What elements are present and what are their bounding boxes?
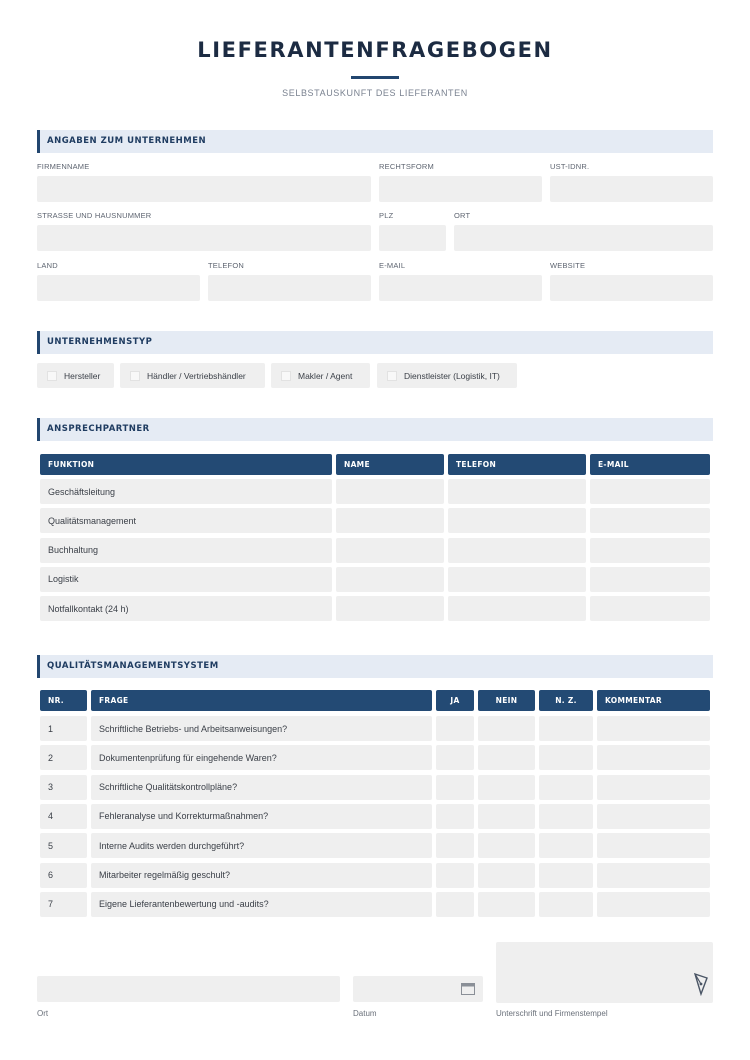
plz-field[interactable] <box>379 225 446 251</box>
option-hersteller[interactable] <box>37 363 114 388</box>
option-makler[interactable] <box>271 363 370 388</box>
footer-datum-label: Datum <box>353 1009 377 1018</box>
col-nr: NR. <box>40 690 87 711</box>
col-frage: FRAGE <box>91 690 432 711</box>
qms-nz-field[interactable] <box>539 833 593 858</box>
qms-nz-field[interactable] <box>539 892 593 917</box>
section-qms-header <box>37 655 713 678</box>
qms-nz-field[interactable] <box>539 775 593 800</box>
section-company-title: ANGABEN ZUM UNTERNEHMEN <box>47 136 207 146</box>
col-nein: NEIN <box>478 690 535 711</box>
contact-email-field[interactable] <box>590 508 710 533</box>
qms-nein-field[interactable] <box>478 716 535 741</box>
firmenname-field[interactable] <box>37 176 371 202</box>
qms-ja-field[interactable] <box>436 833 474 858</box>
contact-row-funktion: Logistik <box>40 567 332 592</box>
ort-field[interactable] <box>454 225 713 251</box>
qms-row-frage: Interne Audits werden durchgeführt? <box>91 833 432 858</box>
label-email: E-MAIL <box>379 261 406 270</box>
qms-kommentar-field[interactable] <box>597 833 710 858</box>
label-ort: ORT <box>454 211 471 220</box>
title-divider <box>351 76 399 79</box>
strasse-field[interactable] <box>37 225 371 251</box>
section-contacts-header <box>37 418 713 441</box>
qms-row-frage: Schriftliche Qualitätskontrollpläne? <box>91 775 432 800</box>
qms-row-nr: 2 <box>40 745 87 770</box>
qms-ja-field[interactable] <box>436 775 474 800</box>
section-qms-title: QUALITÄTSMANAGEMENTSYSTEM <box>47 661 219 671</box>
contact-telefon-field[interactable] <box>448 596 586 621</box>
section-company-header <box>37 130 713 153</box>
contact-row-funktion: Geschäftsleitung <box>40 479 332 504</box>
website-field[interactable] <box>550 275 713 301</box>
qms-nein-field[interactable] <box>478 833 535 858</box>
option-haendler[interactable] <box>120 363 265 388</box>
contact-telefon-field[interactable] <box>448 538 586 563</box>
col-email: E-MAIL <box>590 454 710 475</box>
option-label: Makler / Agent <box>298 370 353 381</box>
col-kommentar: KOMMENTAR <box>597 690 710 711</box>
qms-row-frage: Dokumentenprüfung für eingehende Waren? <box>91 745 432 770</box>
page-title: LIEFERANTENFRAGEBOGEN <box>197 38 553 62</box>
option-label: Hersteller <box>64 370 101 381</box>
option-label: Händler / Vertriebshändler <box>147 370 246 381</box>
contact-telefon-field[interactable] <box>448 479 586 504</box>
qms-kommentar-field[interactable] <box>597 716 710 741</box>
qms-row-nr: 6 <box>40 863 87 888</box>
contact-row-funktion: Notfallkontakt (24 h) <box>40 596 332 621</box>
contact-email-field[interactable] <box>590 538 710 563</box>
qms-nz-field[interactable] <box>539 804 593 829</box>
col-name: NAME <box>336 454 444 475</box>
calendar-icon[interactable] <box>461 983 475 995</box>
footer-ort-label: Ort <box>37 1009 49 1018</box>
qms-row-frage: Schriftliche Betriebs- und Arbeitsanweisungen? <box>91 716 432 741</box>
label-website: WEBSITE <box>550 261 586 270</box>
label-plz: PLZ <box>379 211 394 220</box>
contact-name-field[interactable] <box>336 479 444 504</box>
col-ja: JA <box>436 690 474 711</box>
section-company-type-header <box>37 331 713 354</box>
qms-row-nr: 4 <box>40 804 87 829</box>
qms-ja-field[interactable] <box>436 892 474 917</box>
checkbox-makler[interactable] <box>281 371 291 381</box>
qms-nz-field[interactable] <box>539 745 593 770</box>
qms-nz-field[interactable] <box>539 863 593 888</box>
contact-name-field[interactable] <box>336 567 444 592</box>
checkbox-haendler[interactable] <box>130 371 140 381</box>
label-telefon: TELEFON <box>208 261 244 270</box>
label-land: LAND <box>37 261 58 270</box>
label-ust-idnr: UST-IDNR. <box>550 162 590 171</box>
qms-nein-field[interactable] <box>478 745 535 770</box>
col-nz: N. Z. <box>539 690 593 711</box>
qms-kommentar-field[interactable] <box>597 745 710 770</box>
qms-kommentar-field[interactable] <box>597 892 710 917</box>
col-telefon: TELEFON <box>448 454 586 475</box>
pen-nib-icon <box>693 972 709 996</box>
rechtsform-field[interactable] <box>379 176 542 202</box>
ust-idnr-field[interactable] <box>550 176 713 202</box>
qms-ja-field[interactable] <box>436 804 474 829</box>
qms-row-frage: Mitarbeiter regelmäßig geschult? <box>91 863 432 888</box>
footer-datum-field[interactable] <box>353 976 483 1002</box>
qms-kommentar-field[interactable] <box>597 804 710 829</box>
contact-email-field[interactable] <box>590 479 710 504</box>
contact-name-field[interactable] <box>336 538 444 563</box>
email-field[interactable] <box>379 275 542 301</box>
qms-row-nr: 7 <box>40 892 87 917</box>
option-label: Dienstleister (Logistik, IT) <box>404 370 500 381</box>
qms-nz-field[interactable] <box>539 716 593 741</box>
contact-row-funktion: Qualitätsmanagement <box>40 508 332 533</box>
label-firmenname: FIRMENNAME <box>37 162 90 171</box>
qms-row-nr: 5 <box>40 833 87 858</box>
qms-row-nr: 3 <box>40 775 87 800</box>
label-strasse: STRASSE UND HAUSNUMMER <box>37 211 152 220</box>
contact-telefon-field[interactable] <box>448 508 586 533</box>
contact-name-field[interactable] <box>336 596 444 621</box>
qms-row-nr: 1 <box>40 716 87 741</box>
qms-ja-field[interactable] <box>436 745 474 770</box>
land-field[interactable] <box>37 275 200 301</box>
qms-nein-field[interactable] <box>478 863 535 888</box>
contact-row-funktion: Buchhaltung <box>40 538 332 563</box>
qms-nein-field[interactable] <box>478 775 535 800</box>
checkbox-dienstleister[interactable] <box>387 371 397 381</box>
footer-signature-label: Unterschrift und Firmenstempel <box>496 1009 608 1018</box>
contact-name-field[interactable] <box>336 508 444 533</box>
signature-field[interactable] <box>496 942 713 1003</box>
footer-ort-field[interactable] <box>37 976 340 1002</box>
section-company-type-title: UNTERNEHMENSTYP <box>47 337 153 347</box>
qms-nein-field[interactable] <box>478 892 535 917</box>
section-contacts-title: ANSPRECHPARTNER <box>47 424 150 434</box>
page-subtitle: SELBSTAUSKUNFT DES LIEFERANTEN <box>282 88 468 98</box>
qms-row-frage: Eigene Lieferantenbewertung und -audits? <box>91 892 432 917</box>
telefon-field[interactable] <box>208 275 371 301</box>
qms-kommentar-field[interactable] <box>597 775 710 800</box>
qms-ja-field[interactable] <box>436 716 474 741</box>
qms-row-frage: Fehleranalyse und Korrekturmaßnahmen? <box>91 804 432 829</box>
col-funktion: FUNKTION <box>40 454 332 475</box>
contact-email-field[interactable] <box>590 596 710 621</box>
checkbox-hersteller[interactable] <box>47 371 57 381</box>
qms-kommentar-field[interactable] <box>597 863 710 888</box>
qms-ja-field[interactable] <box>436 863 474 888</box>
label-rechtsform: RECHTSFORM <box>379 162 434 171</box>
contact-telefon-field[interactable] <box>448 567 586 592</box>
qms-nein-field[interactable] <box>478 804 535 829</box>
option-dienstleister[interactable] <box>377 363 517 388</box>
contact-email-field[interactable] <box>590 567 710 592</box>
